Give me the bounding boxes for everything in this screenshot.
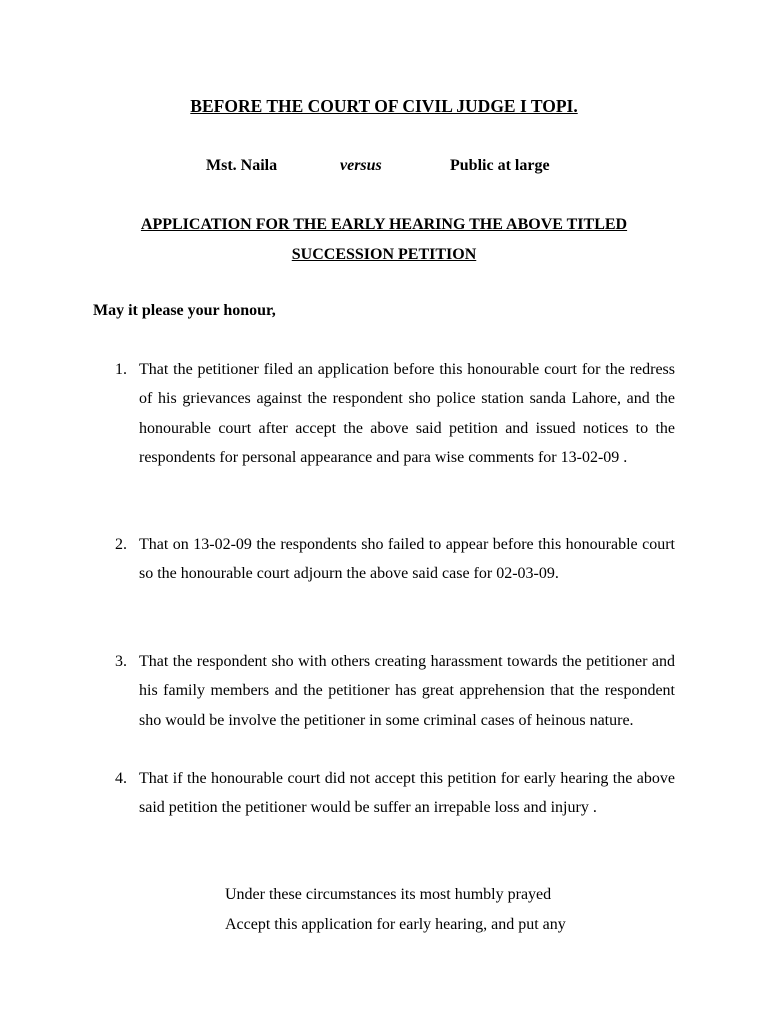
prayer-line-2: Accept this application for early hearing, and put any [225,915,566,933]
respondent-name: Public at large [450,157,550,174]
application-title-line-2: SUCCESSION PETITION [291,245,477,263]
case-parties [0,155,768,177]
paragraph-number: 3. [115,653,127,670]
application-title [0,210,768,269]
versus-label: versus [340,157,382,174]
paragraph-number: 2. [115,536,127,553]
petitioner-name: Mst. Naila [206,157,278,174]
paragraph-1 [115,355,675,472]
paragraph-3 [115,647,675,735]
prayer-line-1: Under these circumstances its most humbly prayed [225,886,552,903]
paragraph-number: 4. [115,770,127,787]
salutation: May it please your honour, [93,302,276,319]
paragraph-number: 1. [115,361,127,378]
paragraph-text: That if the honourable court did not accept this petition for early hearing the above said petition the petitioner would be suffer an irrepable loss and injury . [139,770,675,817]
paragraph-text: That on 13-02-09 the respondents sho failed to appear before this honourable court so the honourable court adjourn the above said case for 02-03-09. [139,536,675,583]
paragraph-text: That the petitioner filed an application before this honourable court for the redress of his grievances against the respondent sho police station sanda Lahore, and the honourable court after accept the above said petition and issued notices to the respondents for personal appearance and para wise comments for 13-02-09 . [139,361,675,466]
prayer-clause [225,880,566,939]
court-title: BEFORE THE COURT OF CIVIL JUDGE I TOPI. [190,96,578,116]
paragraph-2 [115,530,675,589]
paragraph-4 [115,764,675,823]
application-title-line-1: APPLICATION FOR THE EARLY HEARING THE ABOVE TITLED [140,216,628,233]
paragraph-text: That the respondent sho with others creating harassment towards the petitioner and his family members and the petitioner has great apprehension that the respondent sho would be involve the petitioner in some criminal cases of heinous nature. [139,653,675,729]
